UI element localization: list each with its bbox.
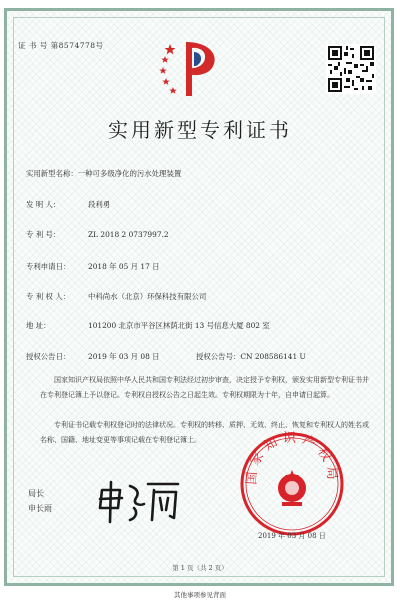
- utility-model-name-row: [26, 168, 181, 179]
- director-title: 局长: [28, 489, 44, 498]
- inventor-label: 发 明 人：: [26, 200, 61, 209]
- seal-text: 国家知识产权局: [244, 431, 340, 486]
- patentee-label: 专 利 权 人：: [26, 292, 71, 301]
- grant-number-row: [196, 351, 306, 362]
- bottom-note: 其他事项参见背面: [174, 591, 226, 599]
- patent-number-row: [26, 229, 169, 240]
- page-indicator: 第 1 页（共 2 页）: [172, 564, 228, 572]
- utility-model-name-label: 实用新型名称：: [26, 169, 78, 178]
- filing-date-row: [26, 261, 160, 272]
- qr-code-icon: [326, 44, 376, 94]
- patent-number-value: ZL 2018 2 0737997.2: [88, 230, 169, 239]
- patentee-row: [26, 291, 206, 302]
- director-name: 申长雨: [28, 504, 52, 513]
- utility-model-name-value: 一种可多级净化的污水处理装置: [77, 169, 182, 178]
- certificate-number: 证 书 号 第8574778号: [18, 41, 104, 50]
- grant-number-value: CN 208586141 U: [240, 352, 306, 361]
- grant-date-value: 2019 年 03 月 08 日: [88, 352, 160, 361]
- certificate-title: 实用新型专利证书: [108, 118, 292, 142]
- patentee-value: 中科尚水（北京）环保科技有限公司: [88, 292, 207, 301]
- filing-date-label: 专利申请日：: [26, 262, 71, 271]
- address-label: 地 址：: [26, 321, 51, 330]
- grant-date-row: [26, 351, 160, 362]
- legal-paragraph-1: 国家知识产权局依照中华人民共和国专利法经过初步审查，决定授予专利权，颁发实用新型专利证书并在专利登记簿上予以登记。专利权自授权公告之日起生效。专利权期限为十年，自申请日起算。: [40, 376, 369, 399]
- inventor-value: 段利勇: [88, 200, 111, 209]
- address-row: [26, 320, 270, 331]
- cnipa-logo-icon: [158, 38, 230, 102]
- director-signature-icon: [96, 478, 182, 524]
- grant-date-label: 授权公告日：: [26, 352, 71, 361]
- legal-paragraph-2: 专利证书记载专利权登记时的法律状况。专利权的转移、质押、无效、终止、恢复和专利权人的姓名或名称、国籍、地址变更等事项记载在专利登记簿上。: [40, 421, 369, 444]
- official-seal-icon: [238, 430, 346, 538]
- address-value: 101200 北京市平谷区林荫北街 13 号信息大厦 802 室: [88, 321, 270, 330]
- inventor-row: [26, 199, 110, 210]
- filing-date-value: 2018 年 05 月 17 日: [88, 262, 160, 271]
- seal-date: 2019 年 03 月 08 日: [258, 532, 326, 540]
- patent-number-label: 专 利 号：: [26, 230, 61, 239]
- grant-number-label: 授权公告号：: [196, 352, 241, 361]
